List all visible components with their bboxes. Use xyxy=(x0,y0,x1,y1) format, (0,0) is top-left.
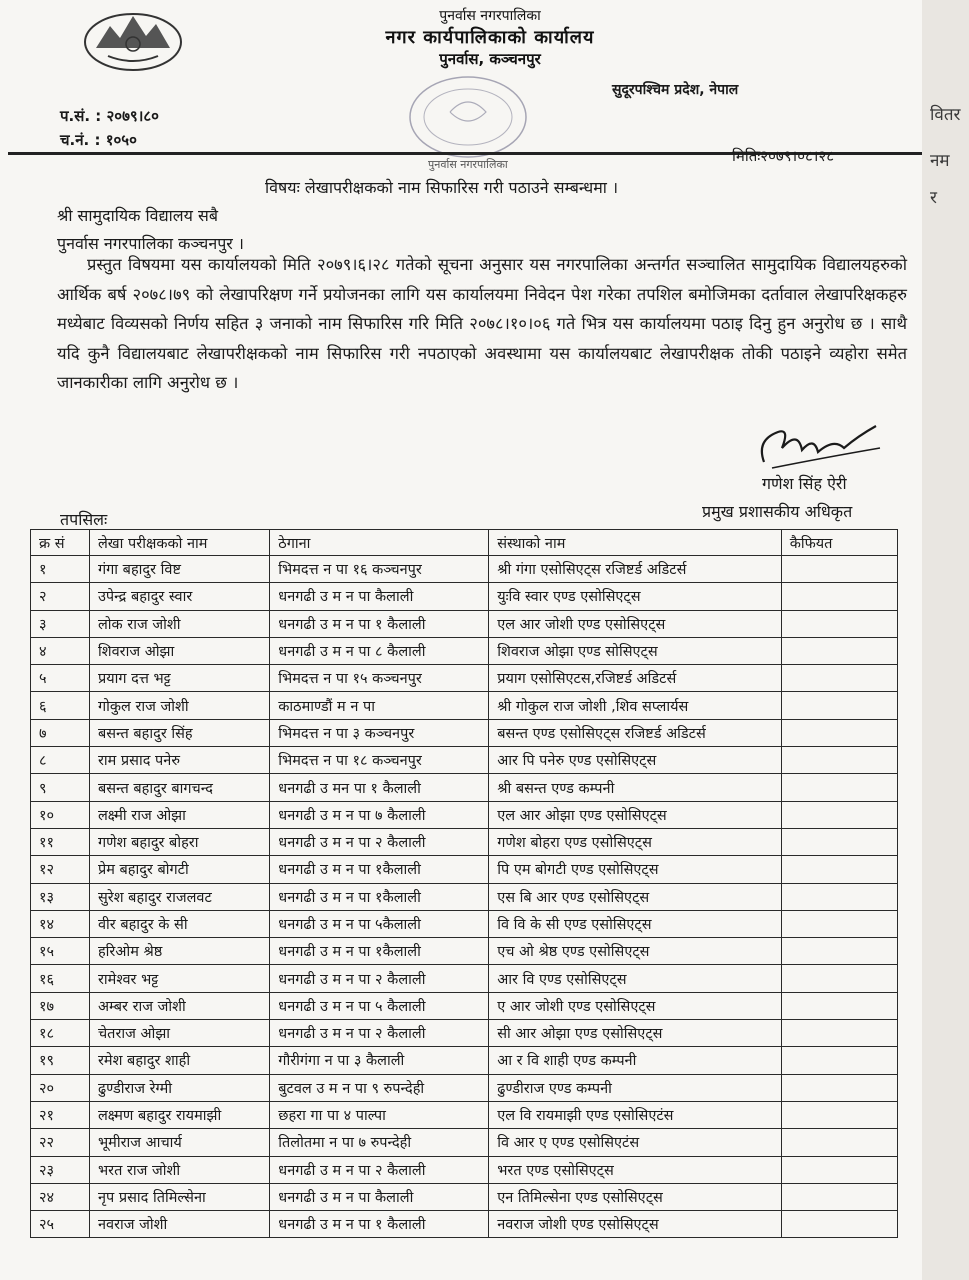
edge-text-1: वितर xyxy=(930,105,961,125)
serial-cell: १९ xyxy=(31,1047,90,1074)
address-cell: धनगढी उ म न पा १कैलाली xyxy=(270,856,489,883)
address-cell: धनगढी उ म न पा १ कैलाली xyxy=(270,610,489,637)
table-row xyxy=(31,828,898,855)
auditor-name-cell: बसन्त बहादुर सिंह xyxy=(89,719,269,746)
serial-cell: २५ xyxy=(31,1211,90,1238)
auditor-name-cell: नृप प्रसाद तिमिल्सेना xyxy=(89,1183,269,1210)
remarks-cell xyxy=(781,1129,897,1156)
table-row xyxy=(31,637,898,664)
serial-cell: २१ xyxy=(31,1101,90,1128)
table-row xyxy=(31,583,898,610)
table-row xyxy=(31,1183,898,1210)
remarks-cell xyxy=(781,801,897,828)
remarks-cell xyxy=(781,992,897,1019)
firm-name-cell: नवराज जोशी एण्ड एसोसिएट्स xyxy=(489,1211,781,1238)
firm-name-cell: श्री गोकुल राज जोशी ,शिव सप्लार्यस xyxy=(489,692,781,719)
remarks-cell xyxy=(781,856,897,883)
signatory-name: गणेश सिंह ऐरी xyxy=(762,474,847,493)
remarks-cell xyxy=(781,583,897,610)
serial-cell: १६ xyxy=(31,965,90,992)
table-row xyxy=(31,747,898,774)
serial-cell: २३ xyxy=(31,1156,90,1183)
dispatch-number: च.नं. : १०५० xyxy=(60,131,137,149)
edge-text-2: नम xyxy=(930,151,950,171)
remarks-cell xyxy=(781,1074,897,1101)
schedule-label: तपसिलः xyxy=(60,510,108,529)
firm-name-cell: आ र वि शाही एण्ड कम्पनी xyxy=(489,1047,781,1074)
address-cell: भिमदत्त न पा १८ कञ्चनपुर xyxy=(270,747,489,774)
auditor-name-cell: लक्ष्मण बहादुर रायमाझी xyxy=(89,1101,269,1128)
edge-text-3: र xyxy=(930,188,937,208)
table-row xyxy=(31,1020,898,1047)
firm-name-cell: वि आर ए एण्ड एसोसिएटंस xyxy=(489,1129,781,1156)
firm-name-cell: एस बि आर एण्ड एसोसिएट्स xyxy=(489,883,781,910)
remarks-cell xyxy=(781,1020,897,1047)
serial-cell: ९ xyxy=(31,774,90,801)
firm-name-cell: शिवराज ओझा एण्ड सोसिएट्स xyxy=(489,637,781,664)
remarks-cell xyxy=(781,1183,897,1210)
firm-name-cell: आर पि पनेरु एण्ड एसोसिएट्स xyxy=(489,747,781,774)
table-row xyxy=(31,1156,898,1183)
auditor-table xyxy=(30,529,898,1238)
auditor-name-cell: शिवराज ओझा xyxy=(89,637,269,664)
auditor-name-cell: प्रेम बहादुर बोगटी xyxy=(89,856,269,883)
serial-cell: ७ xyxy=(31,719,90,746)
table-header-row xyxy=(31,530,898,556)
address-cell: भिमदत्त न पा १६ कञ्चनपुर xyxy=(270,556,489,583)
serial-cell: २० xyxy=(31,1074,90,1101)
address-cell: तिलोतमा न पा ७ रुपन्देही xyxy=(270,1129,489,1156)
remarks-cell xyxy=(781,637,897,664)
serial-cell: १ xyxy=(31,556,90,583)
firm-name-cell: ए आर जोशी एण्ड एसोसिएट्स xyxy=(489,992,781,1019)
remarks-cell xyxy=(781,965,897,992)
serial-cell: ५ xyxy=(31,665,90,692)
remarks-cell xyxy=(781,1047,897,1074)
remarks-cell xyxy=(781,556,897,583)
table-row xyxy=(31,665,898,692)
auditor-name-cell: उपेन्द्र बहादुर स्वार xyxy=(89,583,269,610)
table-row xyxy=(31,1047,898,1074)
municipality-name: पुनर्वास नगरपालिका xyxy=(439,8,541,24)
table-row xyxy=(31,556,898,583)
auditor-name-cell: सुरेश बहादुर राजलवट xyxy=(89,883,269,910)
serial-cell: १० xyxy=(31,801,90,828)
auditor-table-body xyxy=(31,556,898,1238)
remarks-cell xyxy=(781,719,897,746)
auditor-name-cell: नवराज जोशी xyxy=(89,1211,269,1238)
address-cell: धनगढी उ मन पा १ कैलाली xyxy=(270,774,489,801)
auditor-name-cell: राम प्रसाद पनेरु xyxy=(89,747,269,774)
remarks-cell xyxy=(781,774,897,801)
office-stamp xyxy=(398,72,538,172)
table-row xyxy=(31,965,898,992)
table-row xyxy=(31,856,898,883)
auditor-name-cell: ढुण्डीराज रेग्मी xyxy=(89,1074,269,1101)
letter-date: मितिः२०७९।०८।२८ xyxy=(732,147,835,165)
stamp-text: पुनर्वास नगरपालिका xyxy=(428,158,508,171)
firm-name-cell: एल वि रायमाझी एण्ड एसोसिएटंस xyxy=(489,1101,781,1128)
auditor-name-cell: रामेश्वर भट्ट xyxy=(89,965,269,992)
address-cell: छहरा गा पा ४ पाल्पा xyxy=(270,1101,489,1128)
address-cell: भिमदत्त न पा ३ कञ्चनपुर xyxy=(270,719,489,746)
firm-name-cell: सी आर ओझा एण्ड एसोसिएट्स xyxy=(489,1020,781,1047)
remarks-cell xyxy=(781,1156,897,1183)
auditor-name-cell: गोकुल राज जोशी xyxy=(89,692,269,719)
table-row xyxy=(31,801,898,828)
address-cell: धनगढी उ म न पा ८ कैलाली xyxy=(270,637,489,664)
reference-number: प.सं. : २०७९।८० xyxy=(60,107,159,125)
remarks-cell xyxy=(781,610,897,637)
table-row xyxy=(31,610,898,637)
letter-subject: विषयः लेखापरीक्षकको नाम सिफारिस गरी पठाउने सम्बन्धमा । xyxy=(265,178,619,197)
serial-cell: ११ xyxy=(31,828,90,855)
serial-cell: २४ xyxy=(31,1183,90,1210)
table-row xyxy=(31,992,898,1019)
remarks-cell xyxy=(781,692,897,719)
auditor-name-cell: अम्बर राज जोशी xyxy=(89,992,269,1019)
auditor-name-cell: प्रयाग दत्त भट्ट xyxy=(89,665,269,692)
remarks-cell xyxy=(781,1101,897,1128)
auditor-name-cell: भूमीराज आचार्य xyxy=(89,1129,269,1156)
address-cell: गौरीगंगा न पा ३ कैलाली xyxy=(270,1047,489,1074)
firm-name-cell: युःवि स्वार एण्ड एसोसिएट्स xyxy=(489,583,781,610)
address-cell: धनगढी उ म न पा १कैलाली xyxy=(270,938,489,965)
addressee-line1: श्री सामुदायिक विद्यालय सबै xyxy=(57,206,218,225)
address-cell: धनगढी उ म न पा १ कैलाली xyxy=(270,1211,489,1238)
serial-cell: ४ xyxy=(31,637,90,664)
address-cell: धनगढी उ म न पा २ कैलाली xyxy=(270,965,489,992)
address-cell: धनगढी उ म न पा कैलाली xyxy=(270,583,489,610)
firm-name-cell: पि एम बोगटी एण्ड एसोसिएट्स xyxy=(489,856,781,883)
table-row xyxy=(31,692,898,719)
address-cell: धनगढी उ म न पा २ कैलाली xyxy=(270,828,489,855)
serial-cell: १३ xyxy=(31,883,90,910)
address-cell: काठमाण्डौं म न पा xyxy=(270,692,489,719)
remarks-cell xyxy=(781,910,897,937)
addressee-line2: पुनर्वास नगरपालिका कञ्चनपुर । xyxy=(57,234,244,253)
table-row xyxy=(31,1074,898,1101)
auditor-name-cell: वीर बहादुर के सी xyxy=(89,910,269,937)
col-header-remarks: कैफियत xyxy=(781,530,897,556)
auditor-name-cell: चेतराज ओझा xyxy=(89,1020,269,1047)
firm-name-cell: आर वि एण्ड एसोसिएट्स xyxy=(489,965,781,992)
table-row xyxy=(31,938,898,965)
auditor-name-cell: गणेश बहादुर बोहरा xyxy=(89,828,269,855)
auditor-name-cell: लक्ष्मी राज ओझा xyxy=(89,801,269,828)
serial-cell: ६ xyxy=(31,692,90,719)
address-cell: धनगढी उ म न पा १कैलाली xyxy=(270,883,489,910)
signatory-title: प्रमुख प्रशासकीय अधिकृत xyxy=(702,502,853,521)
firm-name-cell: भरत एण्ड एसोसिएट्स xyxy=(489,1156,781,1183)
firm-name-cell: गणेश बोहरा एण्ड एसोसिएट्स xyxy=(489,828,781,855)
address-cell: धनगढी उ म न पा ७ कैलाली xyxy=(270,801,489,828)
firm-name-cell: वि वि के सी एण्ड एसोसिएट्स xyxy=(489,910,781,937)
address-cell: बुटवल उ म न पा ९ रुपन्देही xyxy=(270,1074,489,1101)
office-location: पुनर्वास, कञ्चनपुर xyxy=(439,50,541,68)
col-header-firm-name: संस्थाको नाम xyxy=(489,530,781,556)
table-row xyxy=(31,719,898,746)
table-row xyxy=(31,774,898,801)
address-cell: धनगढी उ म न पा कैलाली xyxy=(270,1183,489,1210)
remarks-cell xyxy=(781,828,897,855)
table-row xyxy=(31,1101,898,1128)
office-name: नगर कार्यपालिकाको कार्यालय xyxy=(385,27,595,48)
letter-body: प्रस्तुत विषयमा यस कार्यालयको मिति २०७९।६।२८ गतेको सूचना अनुसार यस नगरपालिका अन्तर्गत सञ्चालित सामुदायिक विद्यालयहरुको आर्थिक बर्ष २०७८।७९ को लेखापरिक्षण गर्ने प्रयोजनका लागि यस कार्यालयमा निवेदन पेश गरेका तपशिल बमोजिमका दर्तावाल लेखापरिक्षकहरु मध्येबाट विव्यसको निर्णय सहित ३ जनाको नाम सिफारिस गरि मिति २०७८।१०।०६ गते भित्र यस कार्यालयमा पठाइ दिनु हुन अनुरोध छ । साथै यदि कुनै विद्यालयबाट लेखापरीक्षकको नाम सिफारिस गरी नपठाएको अवस्थामा यस कार्यालयबाट लेखापरीक्षक तोकी पठाइने व्यहोरा समेत जानकारीका लागि अनुरोध छ । xyxy=(57,255,907,392)
firm-name-cell: श्री बसन्त एण्ड कम्पनी xyxy=(489,774,781,801)
col-header-serial: क्र सं xyxy=(31,530,90,556)
serial-cell: २२ xyxy=(31,1129,90,1156)
address-cell: धनगढी उ म न पा २ कैलाली xyxy=(270,1020,489,1047)
firm-name-cell: बसन्त एण्ड एसोसिएट्स रजिष्टर्ड अडिटर्स xyxy=(489,719,781,746)
table-row xyxy=(31,1211,898,1238)
remarks-cell xyxy=(781,665,897,692)
auditor-name-cell: रमेश बहादुर शाही xyxy=(89,1047,269,1074)
address-cell: धनगढी उ म न पा ५कैलाली xyxy=(270,910,489,937)
remarks-cell xyxy=(781,747,897,774)
col-header-auditor-name: लेखा परीक्षकको नाम xyxy=(89,530,269,556)
table-row xyxy=(31,910,898,937)
remarks-cell xyxy=(781,1211,897,1238)
auditor-name-cell: बसन्त बहादुर बागचन्द xyxy=(89,774,269,801)
address-cell: धनगढी उ म न पा २ कैलाली xyxy=(270,1156,489,1183)
firm-name-cell: एल आर जोशी एण्ड एसोसिएट्स xyxy=(489,610,781,637)
serial-cell: २ xyxy=(31,583,90,610)
next-page-edge xyxy=(922,0,969,1280)
serial-cell: ३ xyxy=(31,610,90,637)
address-cell: धनगढी उ म न पा ५ कैलाली xyxy=(270,992,489,1019)
firm-name-cell: एन तिमिल्सेना एण्ड एसोसिएट्स xyxy=(489,1183,781,1210)
serial-cell: १७ xyxy=(31,992,90,1019)
address-cell: भिमदत्त न पा १५ कञ्चनपुर xyxy=(270,665,489,692)
firm-name-cell: एल आर ओझा एण्ड एसोसिएट्स xyxy=(489,801,781,828)
auditor-name-cell: हरिओम श्रेष्ठ xyxy=(89,938,269,965)
remarks-cell xyxy=(781,938,897,965)
auditor-name-cell: लोक राज जोशी xyxy=(89,610,269,637)
serial-cell: १२ xyxy=(31,856,90,883)
col-header-address: ठेगाना xyxy=(270,530,489,556)
nepal-emblem-icon xyxy=(78,4,188,74)
table-row xyxy=(31,883,898,910)
serial-cell: १४ xyxy=(31,910,90,937)
firm-name-cell: श्री गंगा एसोसिएट्स रजिष्टर्ड अडिटर्स xyxy=(489,556,781,583)
table-row xyxy=(31,1129,898,1156)
firm-name-cell: ढुण्डीराज एण्ड कम्पनी xyxy=(489,1074,781,1101)
firm-name-cell: प्रयाग एसोसिएटस,रजिष्टर्ड अडिटर्स xyxy=(489,665,781,692)
serial-cell: १८ xyxy=(31,1020,90,1047)
signature xyxy=(742,418,892,478)
province-name: सुदूरपश्चिम प्रदेश, नेपाल xyxy=(612,82,739,98)
serial-cell: १५ xyxy=(31,938,90,965)
auditor-name-cell: गंगा बहादुर विष्ट xyxy=(89,556,269,583)
auditor-name-cell: भरत राज जोशी xyxy=(89,1156,269,1183)
firm-name-cell: एच ओ श्रेष्ठ एण्ड एसोसिएट्स xyxy=(489,938,781,965)
serial-cell: ८ xyxy=(31,747,90,774)
remarks-cell xyxy=(781,883,897,910)
